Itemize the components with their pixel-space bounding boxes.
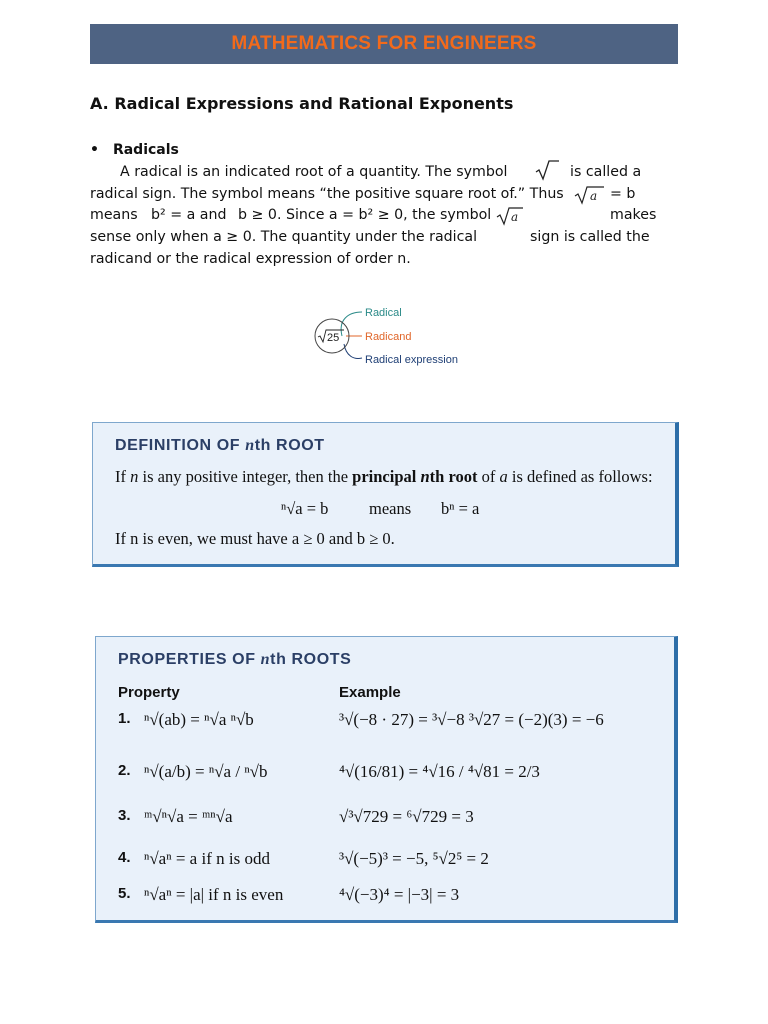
property-formula: ⁿ√(a/b) = ⁿ√a / ⁿ√b [144,762,268,781]
line-text: b ≥ 0. Since a = b² ≥ 0, the symbol [238,207,492,224]
property-row [96,885,674,919]
row-number: 1. [118,710,131,727]
radicand-value: 25 [327,332,340,344]
column-header-property: Property [118,684,180,701]
title-var: n [245,437,255,454]
line-text: makes [610,207,657,224]
svg-text:a: a [511,210,519,225]
example-formula: ⁴√(−3)⁴ = |−3| = 3 [339,885,460,904]
example-formula: √³√729 = ⁶√729 = 3 [339,807,474,826]
row-number: 4. [118,849,131,866]
text: is defined as follows: [507,467,653,486]
line-text: sign is called the [530,229,650,246]
properties-box [95,636,678,923]
title-var: n [260,651,271,668]
line-text: = b [610,185,636,202]
property-formula: ⁿ√aⁿ = a if n is odd [144,849,270,868]
bold-text: principal [352,467,421,486]
line-text: A radical is an indicated root of a quantity. The symbol [120,164,508,180]
definition-condition: If n is even, we must have a ≥ 0 and b ≥ 0. [115,529,395,548]
paragraph-line [90,249,665,271]
example-formula: ⁴√(16/81) = ⁴√16 / ⁴√81 = 2/3 [339,762,540,781]
row-number: 2. [118,762,131,779]
property-row [96,807,674,841]
example-formula: ³√(−8 · 27) = ³√−8 ³√27 = (−2)(3) = −6 [339,710,604,729]
paragraph-line [90,184,665,206]
property-formula: ⁿ√(ab) = ⁿ√a ⁿ√b [144,710,254,729]
var: n [420,467,430,486]
label-radical-expression: Radical expression [365,354,458,366]
column-header-example: Example [339,684,401,701]
line-text: radicand or the radical expression of order n. [90,250,411,267]
bullet-radicals [90,142,179,158]
row-number: 5. [118,885,131,902]
definition-formula-left: ⁿ√a = b [281,499,329,518]
row-number: 3. [118,807,131,824]
definition-formula-means: means [369,499,412,518]
bold-text: th root [429,467,478,486]
radicals-paragraph [90,162,665,270]
text: of [477,467,500,486]
paragraph-line [90,205,665,227]
line-text: sense only when a ≥ 0. The quantity under the radical [90,229,478,246]
svg-text:a: a [590,188,598,203]
text: If [115,467,131,486]
line-text: means [90,207,138,224]
definition-formula-right: bⁿ = a [441,499,480,518]
example-formula: ³√(−5)³ = −5, ⁵√2⁵ = 2 [339,849,489,868]
property-formula: ᵐ√ⁿ√a = ᵐⁿ√a [144,807,233,826]
title-text: PROPERTIES OF [118,651,261,668]
radical-diagram [310,300,485,372]
paragraph-line [90,162,665,184]
line-text: is called a [570,164,642,180]
line-text: radical sign. The symbol means “the positive square root of.” Thus [90,185,564,202]
expression-arrow [344,344,362,358]
title-text: th ROOTS [270,651,352,668]
bullet-label: Radicals [112,142,179,158]
definition-title [115,437,325,455]
var: n [130,467,139,486]
var: a [499,467,508,486]
page-title: MATHEMATICS FOR ENGINEERS [231,33,537,54]
title-text: th ROOT [254,437,325,454]
text: is any positive integer, then the [138,467,353,486]
property-row [96,710,674,744]
title-banner [90,24,678,64]
label-radical: Radical [365,307,402,319]
label-radicand: Radicand [365,331,412,343]
line-text: b² = a and [151,207,227,224]
title-text: DEFINITION OF [115,437,246,454]
property-formula: ⁿ√aⁿ = |a| if n is even [144,885,284,904]
properties-title [118,651,351,669]
section-heading: A. Radical Expressions and Rational Exponents [90,94,514,113]
property-row [96,849,674,883]
paragraph-line [90,227,665,249]
property-row [96,762,674,796]
bullet-dot-icon: • [90,142,99,158]
definition-box [92,422,679,567]
definition-intro [115,467,653,487]
